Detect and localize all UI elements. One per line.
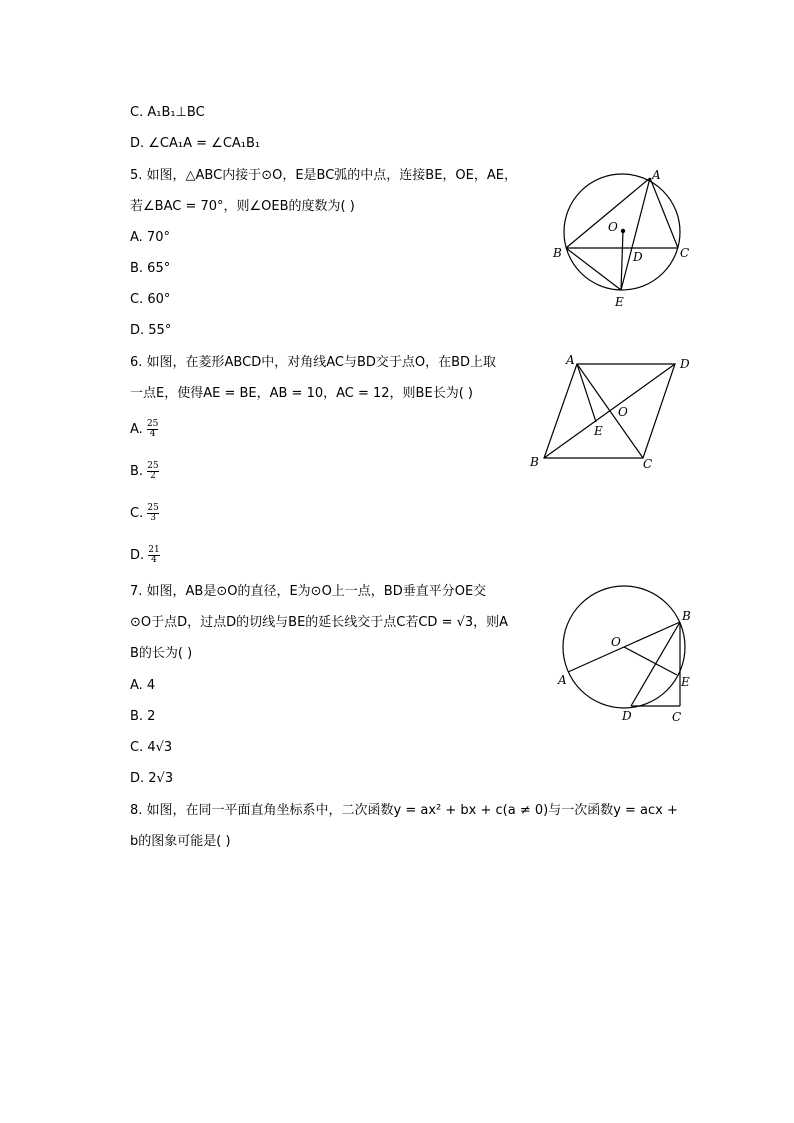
- q5-label-e: E: [615, 295, 624, 309]
- q6-stem-line2: 一点E，使得AE = BE，AB = 10，AC = 12，则BE长为( ): [130, 386, 473, 401]
- q7-label-a: A: [558, 673, 567, 687]
- q6-option-b-num: 25: [147, 461, 159, 471]
- q6-option-b-den: 2: [150, 471, 156, 481]
- q5-label-d: D: [633, 250, 643, 264]
- q5-stem-line1: 5. 如图，△ABC内接于⊙O，E是BC弧的中点，连接BE，OE，AE，: [130, 168, 517, 183]
- q6-option-c-num: 25: [147, 503, 159, 513]
- q6-option-a-den: 4: [149, 429, 156, 439]
- q8-stem-line1: 8. 如图，在同一平面直角坐标系中，二次函数y = ax² + bx + c(a ≠ 0)与一次函数y = acx +: [130, 803, 678, 818]
- q7-option-b: B. 2: [130, 709, 156, 724]
- q5-label-c: C: [680, 246, 690, 260]
- q7-option-c: C. 4√3: [130, 740, 173, 755]
- q5-option-b: B. 65°: [130, 261, 171, 276]
- q5-option-a: A. 70°: [130, 230, 170, 245]
- q6-option-a-letter: A.: [130, 422, 143, 437]
- q5-label-a: A: [652, 168, 661, 182]
- q4-option-c: C. A₁B₁⊥BC: [130, 105, 205, 120]
- q6-label-a: A: [566, 353, 575, 367]
- q4-option-d: D. ∠CA₁A = ∠CA₁B₁: [130, 136, 261, 151]
- q6-option-c-letter: C.: [130, 506, 144, 521]
- q6-label-d: D: [680, 357, 690, 371]
- q6-option-d-num: 21: [148, 545, 160, 555]
- q6-option-d-den: 4: [151, 555, 157, 565]
- q6-label-c: C: [643, 457, 653, 471]
- q7-stem-line2: ⊙O于点D，过点D的切线与BE的延长线交于点C若CD = √3，则A: [130, 615, 509, 630]
- q5-option-c: C. 60°: [130, 292, 171, 307]
- q7-option-d: D. 2√3: [130, 771, 174, 786]
- q7-label-d: D: [622, 709, 632, 723]
- q5-stem-line2: 若∠BAC = 70°，则∠OEB的度数为( ): [130, 199, 355, 214]
- q8-stem-line2: b的图象可能是( ): [130, 834, 231, 849]
- q5-label-o: O: [608, 220, 618, 234]
- q6-label-o: O: [618, 405, 628, 419]
- q6-option-d-letter: D.: [130, 548, 145, 563]
- q5-label-b: B: [553, 246, 562, 260]
- q6-stem-line1: 6. 如图，在菱形ABCD中，对角线AC与BD交于点O，在BD上取: [130, 355, 497, 370]
- q7-label-e: E: [681, 675, 690, 689]
- q7-option-a: A. 4: [130, 678, 156, 693]
- q6-label-e: E: [594, 424, 603, 438]
- q5-option-d: D. 55°: [130, 323, 172, 338]
- q7-stem-line3: B的长为( ): [130, 646, 193, 661]
- q7-label-b: B: [682, 609, 691, 623]
- q7-stem-line1: 7. 如图，AB是⊙O的直径，E为⊙O上一点，BD垂直平分OE交: [130, 584, 487, 599]
- q7-label-c: C: [672, 710, 682, 724]
- q6-option-a-num: 25: [146, 419, 159, 429]
- q7-label-o: O: [611, 635, 621, 649]
- q6-label-b: B: [530, 455, 539, 469]
- q6-option-b-letter: B.: [130, 464, 144, 479]
- q6-option-c-den: 3: [150, 513, 156, 523]
